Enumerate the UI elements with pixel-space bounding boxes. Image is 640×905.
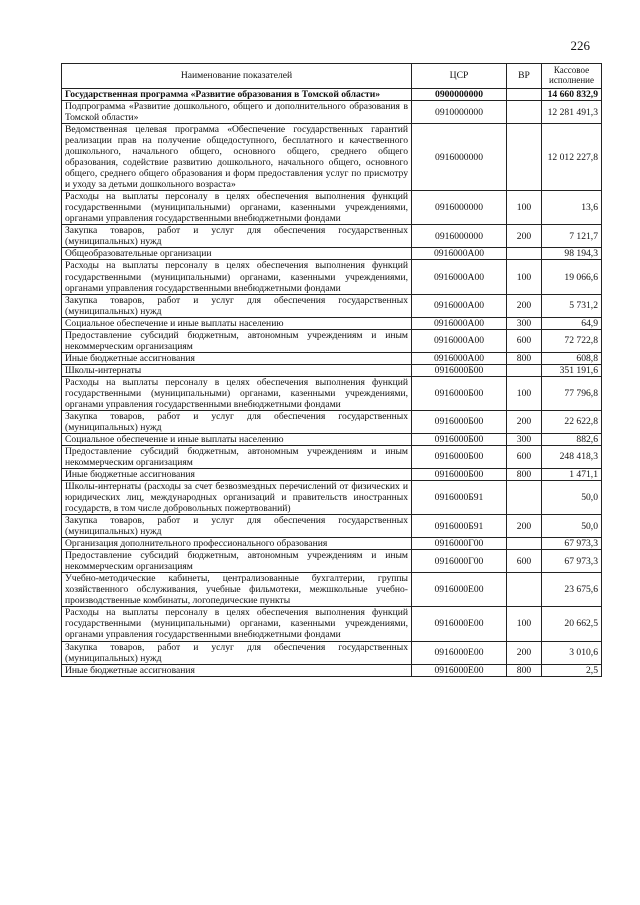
cell-vr <box>507 124 542 191</box>
cell-vr: 800 <box>507 352 542 364</box>
cell-vr: 800 <box>507 664 542 676</box>
cell-amount: 50,0 <box>542 481 602 515</box>
cell-amount: 14 660 832,9 <box>542 89 602 101</box>
cell-name: Школы-интернаты <box>62 364 412 376</box>
cell-name: Иные бюджетные ассигнования <box>62 469 412 481</box>
cell-vr: 300 <box>507 433 542 445</box>
table-row <box>62 124 602 191</box>
table-row <box>62 538 602 550</box>
table-row <box>62 607 602 641</box>
cell-name: Расходы на выплаты персоналу в целях обеспечения выполнения функций государственными (муниципальными) органами, казенными учреждениями, органами управления государственными внебюджетными фондами <box>62 607 412 641</box>
table-row <box>62 445 602 468</box>
cell-vr <box>507 481 542 515</box>
cell-vr: 100 <box>507 191 542 225</box>
cell-amount: 23 675,6 <box>542 573 602 607</box>
cell-vr: 200 <box>507 410 542 433</box>
cell-vr: 600 <box>507 550 542 573</box>
cell-csr: 0916000Е00 <box>412 641 507 664</box>
cell-vr <box>507 364 542 376</box>
cell-amount: 67 973,3 <box>542 538 602 550</box>
cell-amount: 7 121,7 <box>542 225 602 248</box>
table-row <box>62 469 602 481</box>
cell-csr: 0900000000 <box>412 89 507 101</box>
cell-csr: 0910000000 <box>412 101 507 124</box>
table-row <box>62 317 602 329</box>
table-row <box>62 260 602 294</box>
cell-vr: 200 <box>507 515 542 538</box>
cell-amount: 5 731,2 <box>542 294 602 317</box>
cell-amount: 3 010,6 <box>542 641 602 664</box>
cell-csr: 0916000000 <box>412 124 507 191</box>
cell-csr: 0916000Б00 <box>412 445 507 468</box>
cell-name: Социальное обеспечение и иные выплаты населению <box>62 433 412 445</box>
table-row <box>62 641 602 664</box>
cell-vr <box>507 573 542 607</box>
cell-name: Расходы на выплаты персоналу в целях обеспечения выполнения функций государственными (муниципальными) органами, казенными учреждениями, органами управления государственными внебюджетными фондами <box>62 191 412 225</box>
cell-amount: 64,9 <box>542 317 602 329</box>
cell-name: Учебно-методические кабинеты, централизованные бухгалтерии, группы хозяйственного обслуживания, учебные фильмотеки, межшкольные учебно-производственные комбинаты, логопедические пункты <box>62 573 412 607</box>
table-row <box>62 481 602 515</box>
cell-name: Расходы на выплаты персоналу в целях обеспечения выполнения функций государственными (муниципальными) органами, казенными учреждениями, органами управления государственными внебюджетными фондами <box>62 376 412 410</box>
cell-vr: 200 <box>507 641 542 664</box>
cell-amount: 12 281 491,3 <box>542 101 602 124</box>
cell-amount: 22 622,8 <box>542 410 602 433</box>
header-name: Наименование показателей <box>62 64 412 89</box>
cell-csr: 0916000А00 <box>412 248 507 260</box>
table-header-row <box>62 64 602 89</box>
cell-vr <box>507 538 542 550</box>
cell-name: Подпрограмма «Развитие дошкольного, общего и дополнительного образования в Томской области» <box>62 101 412 124</box>
table-row <box>62 89 602 101</box>
table-row <box>62 573 602 607</box>
cell-name: Иные бюджетные ассигнования <box>62 664 412 676</box>
cell-amount: 882,6 <box>542 433 602 445</box>
table-row <box>62 550 602 573</box>
cell-name: Государственная программа «Развитие образования в Томской области» <box>62 89 412 101</box>
table-row <box>62 433 602 445</box>
cell-csr: 0916000Б00 <box>412 364 507 376</box>
table-row <box>62 329 602 352</box>
table-row <box>62 352 602 364</box>
cell-csr: 0916000Б00 <box>412 469 507 481</box>
cell-vr <box>507 89 542 101</box>
cell-amount: 12 012 227,8 <box>542 124 602 191</box>
cell-name: Закупка товаров, работ и услуг для обеспечения государственных (муниципальных) нужд <box>62 225 412 248</box>
cell-vr: 100 <box>507 260 542 294</box>
cell-name: Предоставление субсидий бюджетным, автономным учреждениям и иным некоммерческим организациям <box>62 445 412 468</box>
table-row <box>62 101 602 124</box>
cell-vr: 100 <box>507 607 542 641</box>
cell-csr: 0916000А00 <box>412 294 507 317</box>
cell-vr <box>507 248 542 260</box>
cell-csr: 0916000А00 <box>412 352 507 364</box>
cell-vr: 800 <box>507 469 542 481</box>
cell-amount: 248 418,3 <box>542 445 602 468</box>
table-row <box>62 225 602 248</box>
table-row <box>62 664 602 676</box>
cell-vr: 600 <box>507 445 542 468</box>
cell-csr: 0916000Г00 <box>412 538 507 550</box>
cell-amount: 20 662,5 <box>542 607 602 641</box>
cell-csr: 0916000Б00 <box>412 376 507 410</box>
page-number: 226 <box>570 38 590 53</box>
cell-csr: 0916000000 <box>412 191 507 225</box>
table-row <box>62 376 602 410</box>
cell-amount: 98 194,3 <box>542 248 602 260</box>
table-row <box>62 515 602 538</box>
cell-name: Закупка товаров, работ и услуг для обеспечения государственных (муниципальных) нужд <box>62 641 412 664</box>
cell-amount: 2,5 <box>542 664 602 676</box>
budget-execution-table <box>61 63 602 677</box>
header-csr: ЦСР <box>412 64 507 89</box>
cell-csr: 0916000Е00 <box>412 607 507 641</box>
cell-name: Иные бюджетные ассигнования <box>62 352 412 364</box>
cell-name: Социальное обеспечение и иные выплаты населению <box>62 317 412 329</box>
cell-amount: 67 973,3 <box>542 550 602 573</box>
cell-name: Закупка товаров, работ и услуг для обеспечения государственных (муниципальных) нужд <box>62 515 412 538</box>
cell-vr: 600 <box>507 329 542 352</box>
cell-csr: 0916000А00 <box>412 329 507 352</box>
cell-name: Предоставление субсидий бюджетным, автономным учреждениям и иным некоммерческим организациям <box>62 329 412 352</box>
table-row <box>62 191 602 225</box>
cell-csr: 0916000А00 <box>412 317 507 329</box>
cell-csr: 0916000А00 <box>412 260 507 294</box>
cell-name: Школы-интернаты (расходы за счет безвозмездных перечислений от физических и юридических лиц, международных организаций и правительств иностранных государств, в том числе добровольных пожертвований) <box>62 481 412 515</box>
cell-amount: 72 722,8 <box>542 329 602 352</box>
header-amount: Кассовое исполнение <box>542 64 602 89</box>
cell-csr: 0916000Е00 <box>412 573 507 607</box>
cell-csr: 0916000000 <box>412 225 507 248</box>
cell-name: Расходы на выплаты персоналу в целях обеспечения выполнения функций государственными (муниципальными) органами, казенными учреждениями, органами управления государственными внебюджетными фондами <box>62 260 412 294</box>
header-vr: ВР <box>507 64 542 89</box>
cell-vr: 200 <box>507 225 542 248</box>
cell-csr: 0916000Г00 <box>412 550 507 573</box>
cell-name: Закупка товаров, работ и услуг для обеспечения государственных (муниципальных) нужд <box>62 294 412 317</box>
cell-vr: 200 <box>507 294 542 317</box>
cell-amount: 13,6 <box>542 191 602 225</box>
cell-amount: 608,8 <box>542 352 602 364</box>
cell-amount: 19 066,6 <box>542 260 602 294</box>
table-row <box>62 294 602 317</box>
cell-vr: 300 <box>507 317 542 329</box>
table-row <box>62 410 602 433</box>
cell-vr: 100 <box>507 376 542 410</box>
cell-vr <box>507 101 542 124</box>
cell-name: Ведомственная целевая программа «Обеспечение государственных гарантий реализации прав на получение общедоступного, бесплатного и качественного дошкольного, начального общего, основного общего, среднего общего образования, содействие развитию дошкольного, начального общего, основного общего, среднего общего образования и форм предоставления услуг по присмотру и уходу за детьми дошкольного возраста» <box>62 124 412 191</box>
cell-csr: 0916000Б91 <box>412 515 507 538</box>
cell-amount: 351 191,6 <box>542 364 602 376</box>
cell-name: Предоставление субсидий бюджетным, автономным учреждениям и иным некоммерческим организациям <box>62 550 412 573</box>
cell-csr: 0916000Б00 <box>412 410 507 433</box>
table-body <box>62 89 602 677</box>
cell-name: Организация дополнительного профессионального образования <box>62 538 412 550</box>
cell-csr: 0916000Б91 <box>412 481 507 515</box>
cell-amount: 50,0 <box>542 515 602 538</box>
table-row <box>62 364 602 376</box>
cell-csr: 0916000Б00 <box>412 433 507 445</box>
cell-csr: 0916000Е00 <box>412 664 507 676</box>
cell-amount: 77 796,8 <box>542 376 602 410</box>
cell-amount: 1 471,1 <box>542 469 602 481</box>
cell-name: Закупка товаров, работ и услуг для обеспечения государственных (муниципальных) нужд <box>62 410 412 433</box>
cell-name: Общеобразовательные организации <box>62 248 412 260</box>
table-row <box>62 248 602 260</box>
